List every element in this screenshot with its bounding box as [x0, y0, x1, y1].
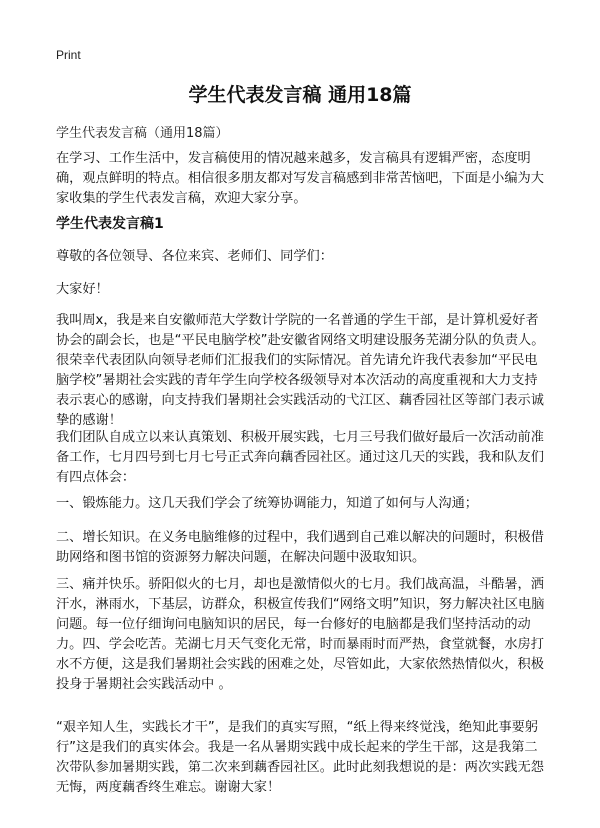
body-paragraph-6: “艰辛知人生，实践长才干”，是我们的真实写照，“纸上得来终觉浅，绝知此事要躬行”这是我们的真实体会。我是一名从暑期实践中成长起来的学生干部，这是我第二次带队参加暑期实践，第二次来到藕香园社区。此时此刻我想说的是：两次实践无怨无悔，两度藕香终生难忘。谢谢大家！: [56, 720, 544, 795]
document-title: 学生代表发言稿 通用18篇: [188, 84, 412, 106]
body-paragraph-3: 一、锻炼能力。这几天我们学会了统筹协调能力，知道了如何与人沟通；: [56, 496, 478, 511]
section-heading: 学生代表发言稿1: [56, 216, 164, 232]
document-subtitle: 学生代表发言稿（通用18篇）: [56, 126, 229, 141]
body-paragraph-2: 我们团队自成立以来认真策划、积极开展实践，七月三号我们做好最后一次活动前准备工作，七月四号到七月七号正式奔向藕香园社区。通过这几天的实践，我和队友们有四点体会：: [56, 430, 544, 485]
intro-paragraph: 在学习、工作生活中，发言稿使用的情况越来越多，发言稿具有逻辑严密，态度明确，观点鲜明的特点。相信很多朋友都对写发言稿感到非常苦恼吧，下面是小编为大家收集的学生代表发言稿，欢迎大家分享。: [56, 151, 544, 206]
hello-paragraph: 大家好！: [56, 282, 109, 297]
print-link[interactable]: Print: [56, 48, 81, 62]
body-paragraph-1: 我叫周x，我是来自安徽师范大学数计学院的一名普通的学生干部，是计算机爱好者协会的副会长，也是“平民电脑学校”赴安徽省网络文明建设服务芜湖分队的负责人。很荣幸代表团队向领导老师们汇报我们的实际情况。首先请允许我代表参加“平民电脑学校”暑期社会实践的青年学生向学校各级领导对本次活动的高度重视和大力支持表示衷心的感谢，向支持我们暑期社会实践活动的弋江区、藕香园社区等部门表示诚挚的感谢！: [56, 313, 545, 428]
body-paragraph-4: 二、增长知识。在义务电脑维修的过程中，我们遇到自己难以解决的问题时，积极借助网络和图书馆的资源努力解决问题，在解决问题中汲取知识。: [56, 530, 544, 565]
greeting-paragraph: 尊敬的各位领导、各位来宾、老师们、同学们：: [56, 249, 333, 264]
body-paragraph-5: 三、痛并快乐。骄阳似火的七月，却也是激情似火的七月。我们战高温，斗酷暑，洒汗水，淋雨水，下基层，访群众，积极宣传我们“网络文明”知识，努力解决社区电脑问题。每一位仔细询问电脑知识的居民，每一台修好的电脑都是我们坚持活动的动力。四、学会吃苦。芜湖七月天气变化无常，时而暴雨时而严热，食堂就餐，水房打水不方便，这是我们暑期社会实践的困难之处，尽管如此，大家依然热情似火，积极投身于暑期社会实践活动中 。: [56, 577, 545, 692]
